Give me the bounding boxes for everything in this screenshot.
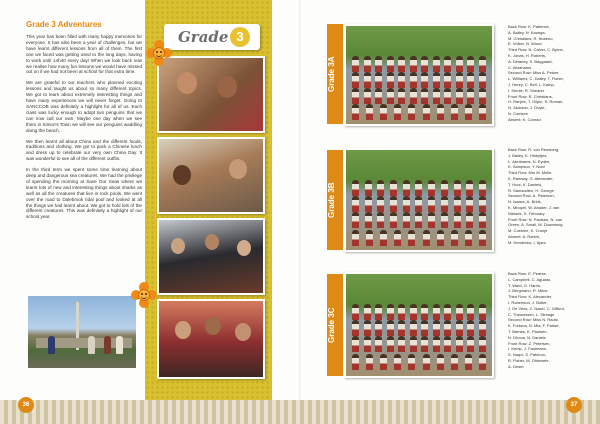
photo-face xyxy=(205,317,221,335)
page-heading: Grade 3 Adventures xyxy=(26,20,102,29)
class-tab-3a: Grade 3A xyxy=(327,24,343,124)
paragraph-4: In the third term we spent some time learning about deep and dangerous sea creatures. We had the privilege of spending the morning at Save Our Seas where we learnt lots of new and interesting things about sharks as well as all the creatures that live in rock pools. We went over the road to Dalebrook tidal pool and looked at all the things we had learnt about. We got to hold lots of the different creatures. This was definitely a highlight of our school year. xyxy=(26,167,142,220)
name-line: L. Abrahams, N. Eyden, xyxy=(508,158,551,164)
name-line: J. Bergmann, R. Milne xyxy=(508,288,548,294)
name-line: Third Row: N. Calver, C. Byrne, xyxy=(508,47,564,53)
flower-eye xyxy=(156,51,158,53)
photo-figure xyxy=(116,336,123,354)
name-line: Niekerk, S. February xyxy=(508,210,545,216)
strip-photo-4 xyxy=(157,299,265,379)
strip-photo-1 xyxy=(157,56,265,133)
name-line: Back Row: K. Patience, xyxy=(508,24,550,29)
name-line: K. Jonas, H. Roberts, xyxy=(508,52,547,58)
strip-photo-3 xyxy=(157,218,265,295)
name-line: Front Row: Z. Petersen, xyxy=(508,340,551,346)
name-line: I. Smuts, R. Shearer xyxy=(508,87,545,93)
name-line: R. Fisher, M. Ohlewele, xyxy=(508,357,550,363)
name-line: Front Row: N. Paulsen, N. van xyxy=(508,216,563,222)
name-line: N. Dhooa, N. Daniels xyxy=(508,334,546,340)
name-line: M. Coetzee, K. Cronje xyxy=(508,228,548,234)
student-row xyxy=(352,104,486,120)
flower-core xyxy=(153,47,165,59)
photo-face xyxy=(173,165,191,185)
flower-eye xyxy=(160,51,162,53)
page-number-right: 37 xyxy=(566,397,582,413)
photo-face xyxy=(205,234,219,250)
photo-face xyxy=(175,321,191,339)
name-line: I. Robertson, J. Butler, xyxy=(508,299,548,305)
name-line: E. Volker, N. Wood xyxy=(508,41,542,47)
name-line: Absent: A. Rahim, xyxy=(508,233,541,239)
paragraph-3: We then learnt all about China and the different foods, traditions and clothing. We got to pack a Chinese lunch and dress up to celebrate our very own China Day. It was wonderful to see all of the different outfits. xyxy=(26,138,142,162)
name-line: T. Hoot, K. Daniels, xyxy=(508,181,543,187)
name-line: K. Fortuna, N. Mia, F. Parker, xyxy=(508,323,560,329)
photo-face xyxy=(237,240,251,256)
name-line: J. Bailey, K. Hildrytjes, xyxy=(508,152,548,158)
name-line: A. Delaney, S. Baygaard, xyxy=(508,58,553,64)
class-photo-3b xyxy=(344,148,494,252)
name-line: Back Row: E. Pearse, xyxy=(508,271,547,276)
name-line: T. Barnes, K. Paulsen, xyxy=(508,328,548,334)
strip-photo-2 xyxy=(157,137,265,214)
name-line: L. Williams, C. Dailey, T. Fisher, xyxy=(508,76,564,82)
paragraph-2: We are grateful to our teachers who planned exciting lessons and taught us about so many different topics. We got to learn about extremely interesting things and have many experiences we will never forget. Going to SANCCOB was definitely a highlight for all of us. Each class was lucky enough to adopt two penguins that we can now call our own. Maybe one day when we see them in Simon's Town we will see our penguins waddling along the beach. xyxy=(26,80,142,133)
photo-figure xyxy=(104,336,111,354)
left-text-column xyxy=(26,20,142,225)
grade-banner-number: 3 xyxy=(230,27,250,47)
name-line: K. Ramsay, G. Alexander, xyxy=(508,175,554,181)
name-line: Third Row: Mrs M. Meile, xyxy=(508,170,553,176)
photo-figure xyxy=(88,336,95,354)
photo-face xyxy=(177,72,197,94)
student-row xyxy=(352,180,486,196)
student-row xyxy=(352,230,486,246)
class-photo-3c xyxy=(344,272,494,378)
student-row xyxy=(352,320,486,336)
photo-face xyxy=(217,76,237,98)
name-line: T. Ward, G. Harris, xyxy=(508,282,541,288)
page-number-left: 36 xyxy=(18,397,34,413)
class-names-3a xyxy=(508,24,592,123)
student-row xyxy=(352,336,486,352)
name-line: S. Naqvi, S. Patchoo, xyxy=(508,352,547,358)
name-line: Third Row: K. Alexander, xyxy=(508,294,553,300)
outing-photo xyxy=(28,296,136,368)
smiling-flower-icon xyxy=(146,40,172,66)
class-photo-3a xyxy=(344,24,494,126)
page-gutter xyxy=(299,0,301,424)
name-line: C. Abrahams xyxy=(508,64,532,70)
name-line: M. Christians, R. Nusenu, xyxy=(508,35,554,41)
name-line: A. Geser xyxy=(508,363,524,369)
name-line: Absent: K. Conrad xyxy=(508,116,541,122)
class-names-3b xyxy=(508,147,592,246)
name-line: Second Row: Miss A. Petzer, xyxy=(508,70,560,76)
photo-face xyxy=(229,159,247,179)
class-tab-3b: Grade 3B xyxy=(327,150,343,250)
student-row xyxy=(352,72,486,88)
photo-figure xyxy=(48,336,55,354)
grade-banner xyxy=(164,24,260,50)
name-line: Front Row: R. Christians, xyxy=(508,93,553,99)
name-line: K. Sampson, Y. Noor xyxy=(508,164,545,170)
student-row xyxy=(352,196,486,212)
grade-banner-word: Grade xyxy=(178,28,229,46)
name-line: J. Henry, C. Bell, L. Kamp, xyxy=(508,81,555,87)
student-row xyxy=(352,88,486,104)
name-line: J. De Vries, Z. Nasel, C. Gifford, xyxy=(508,305,565,311)
class-names-3c xyxy=(508,271,592,370)
name-line: Second Row: A. Paterson, xyxy=(508,193,555,199)
class-tab-3c: Grade 3C xyxy=(327,274,343,376)
photo-face xyxy=(171,238,185,254)
student-row xyxy=(352,354,486,370)
name-line: N. Isaacs, A. Brink, xyxy=(508,199,542,205)
name-line: C. Theunissen, L. Strange xyxy=(508,311,555,317)
flower-core xyxy=(138,289,150,301)
bottom-border xyxy=(0,400,600,424)
name-line: K. Mbopel, W. Abader, J. van xyxy=(508,204,560,210)
name-line: Green, A. Small, M. Dlowmedy, xyxy=(508,222,564,228)
name-line: H. Ranjee, T. Gilpin, K. Roman, xyxy=(508,99,564,105)
photo-face xyxy=(235,323,251,341)
name-line: N. Jackson, J. Doyle, xyxy=(508,105,546,111)
flower-eye xyxy=(145,293,147,295)
smiling-flower-icon xyxy=(131,282,157,308)
name-line: I. Kemp, J. Faulmann, xyxy=(508,346,548,352)
paragraph-1: This year has been filled with many happy memories for everyone. It has also been a year of challenges, but we have learnt different lessons from all of them. The first one we faced was getting used to the long days, having to work until 14h40 every day! When we look back now we realise how many fun lessons we would have missed out on if we had not been at school for that extra time. xyxy=(26,34,142,75)
name-line: L. Campbell, C. Agulato, xyxy=(508,276,552,282)
flower-eye xyxy=(141,293,143,295)
name-line: M. Hendricks, I. Ajam xyxy=(508,239,546,245)
student-row xyxy=(352,304,486,320)
name-line: Back Row: R. van Rensberg, xyxy=(508,147,560,152)
name-line: N. Coetzee xyxy=(508,110,529,116)
name-line: A. Bailey, N. Kaunga, xyxy=(508,29,546,35)
student-row xyxy=(352,56,486,72)
student-row xyxy=(352,212,486,228)
name-line: Second Row: Miss N. Rautz, xyxy=(508,317,559,323)
name-line: R. Samsodien, H. George xyxy=(508,187,554,193)
